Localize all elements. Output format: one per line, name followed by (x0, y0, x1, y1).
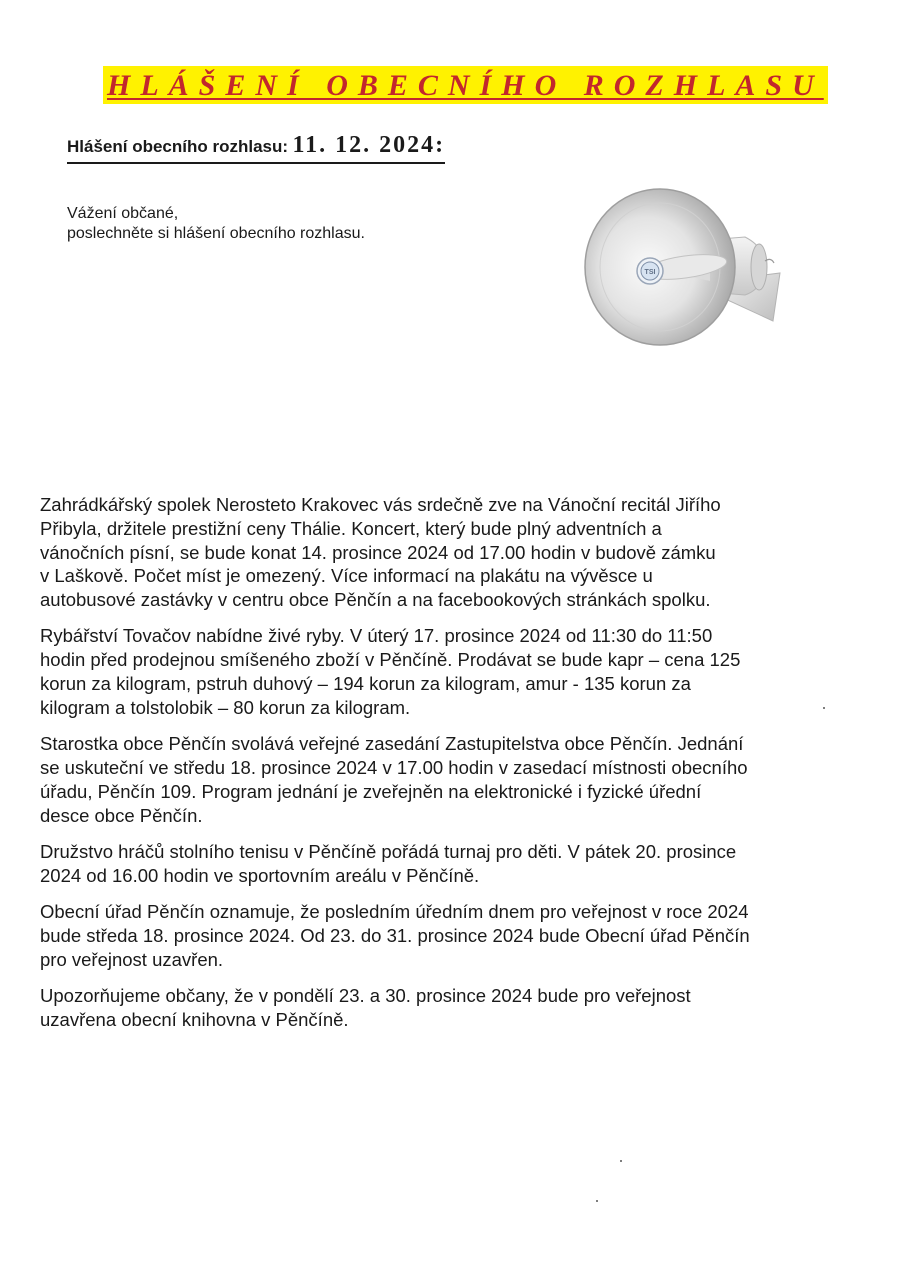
announcement-line: hodin před prodejnou smíšeného zboží v Pěnčíně. Prodávat se bude kapr – cena 125 (40, 649, 741, 671)
page-title-wrap (103, 66, 824, 106)
announcement-line: Přibyla, držitele prestižní ceny Thálie. Koncert, který bude plný adventních a (40, 517, 662, 539)
announcement-line: vánočních písní, se bude konat 14. prosince 2024 od 17.00 hodin v budově zámku (40, 541, 716, 563)
greeting (67, 204, 365, 244)
announcement-line: Upozorňujeme občany, že v pondělí 23. a 30. prosince 2024 bude pro veřejnost (40, 984, 691, 1006)
scan-speck (620, 1160, 622, 1162)
heading-date: 11. 12. 2024: (292, 132, 446, 158)
megaphone-brand-label: TSI (644, 269, 656, 276)
announcement-line: úřadu, Pěnčín 109. Program jednání je zveřejněn na elektronické i fyzické úřední (40, 780, 702, 802)
heading-label: Hlášení obecního rozhlasu: (67, 137, 289, 156)
greeting-line: Vážení občané, (67, 205, 179, 222)
announcement-line: Rybářství Tovačov nabídne živé ryby. V úterý 17. prosince 2024 od 11:30 do 11:50 (40, 625, 713, 647)
greeting-line: poslechněte si hlášení obecního rozhlasu. (67, 225, 365, 242)
scan-speck (823, 707, 825, 709)
announcement-paragraph (40, 900, 870, 971)
announcements (40, 493, 870, 1044)
megaphone-icon (575, 185, 790, 355)
announcement-line: Družstvo hráčů stolního tenisu v Pěnčíně pořádá turnaj pro děti. V pátek 20. prosince (40, 840, 737, 862)
announcement-line: Zahrádkářský spolek Nerosteto Krakovec vás srdečně zve na Vánoční recitál Jiřího (40, 494, 721, 515)
page-title: HLÁŠENÍ OBECNÍHO ROZHLASU (103, 66, 828, 104)
announcement-line: v Laškově. Počet míst je omezený. Více informací na plakátu na vývěsce u (40, 565, 653, 587)
announcement-line: 2024 od 16.00 hodin ve sportovním areálu v Pěnčíně. (40, 864, 480, 886)
announcement-date-heading (67, 132, 445, 164)
announcement-paragraph (40, 840, 870, 888)
announcement-paragraph (40, 493, 870, 612)
announcement-line: Obecní úřad Pěnčín oznamuje, že posledním úředním dnem pro veřejnost v roce 2024 (40, 900, 749, 922)
announcement-line: bude středa 18. prosince 2024. Od 23. do 31. prosince 2024 bude Obecní úřad Pěnčín (40, 924, 750, 946)
announcement-line: desce obce Pěnčín. (40, 804, 203, 826)
announcement-line: kilogram a tolstolobik – 80 korun za kilogram. (40, 696, 411, 718)
scan-speck (596, 1200, 598, 1202)
announcement-line: uzavřena obecní knihovna v Pěnčíně. (40, 1008, 349, 1030)
announcement-line: autobusové zastávky v centru obce Pěnčín a na facebookových stránkách spolku. (40, 589, 711, 611)
announcement-paragraph (40, 732, 870, 827)
announcement-line: korun za kilogram, pstruh duhový – 194 korun za kilogram, amur - 135 korun za (40, 673, 691, 695)
announcement-line: pro veřejnost uzavřen. (40, 948, 224, 970)
announcement-line: Starostka obce Pěnčín svolává veřejné zasedání Zastupitelstva obce Pěnčín. Jednání (40, 733, 744, 755)
announcement-line: se uskuteční ve středu 18. prosince 2024 v 17.00 hodin v zasedací místnosti obecního (40, 756, 748, 778)
announcement-paragraph (40, 624, 870, 719)
announcement-paragraph (40, 984, 870, 1032)
